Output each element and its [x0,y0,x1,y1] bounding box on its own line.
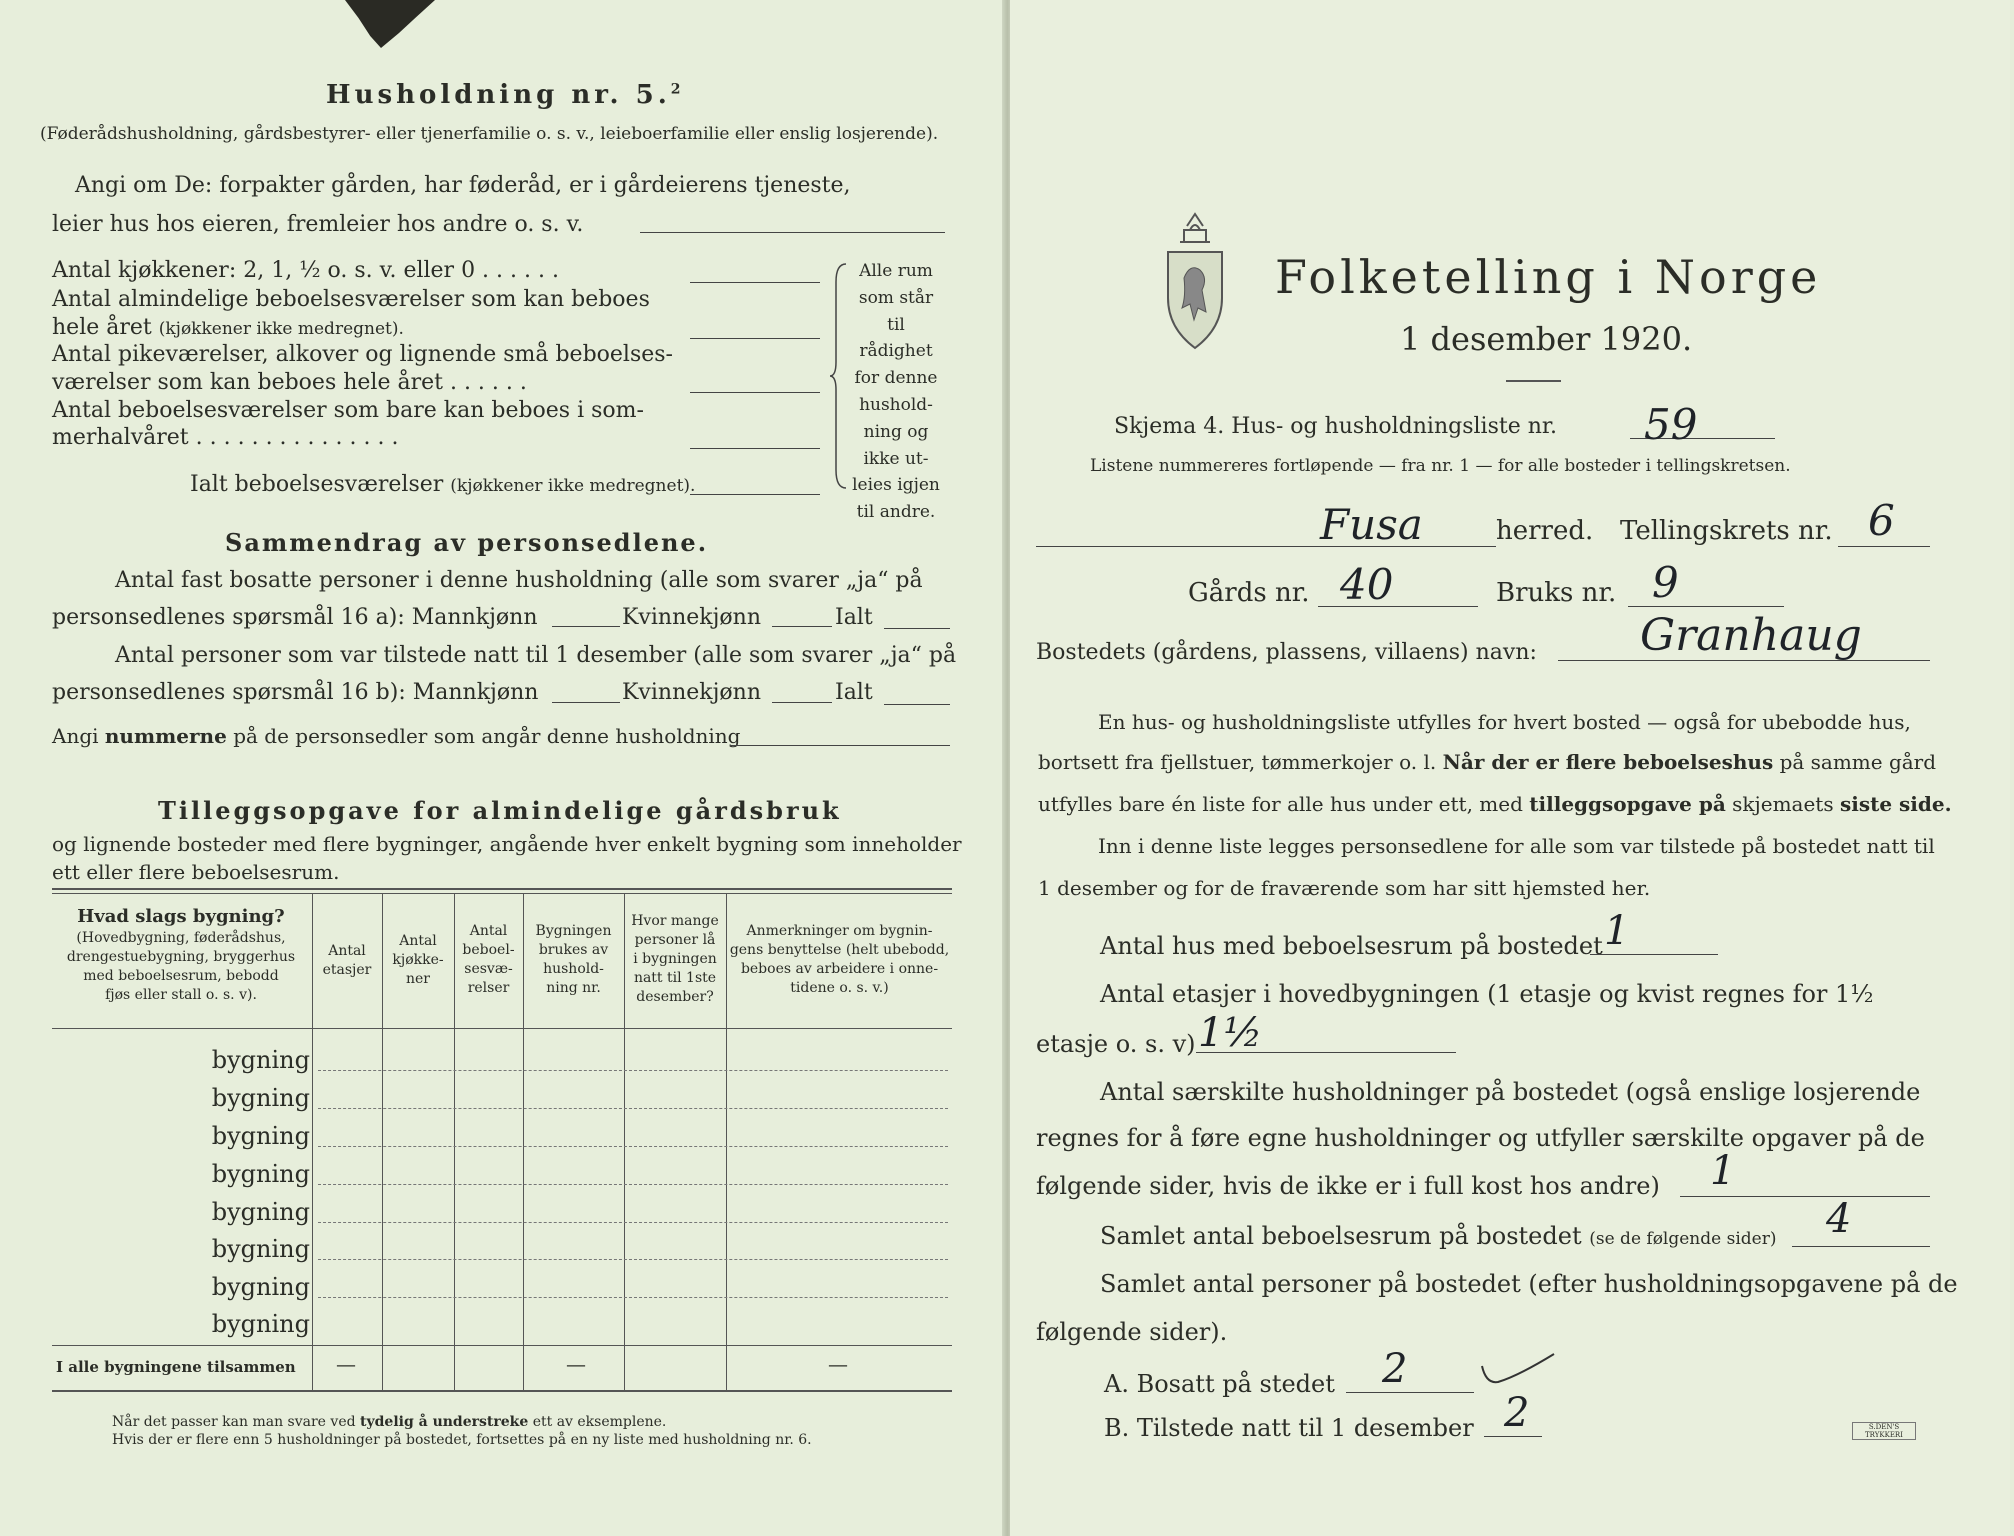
census-title: Folketelling i Norge [1275,250,1822,304]
brace-note: Alle rum som står til rådighet for denne hushold- ning og ikke ut- leies igjen til andre. [852,261,940,523]
summary-p2-line1: Antal personer som var tilstede natt til 1 desember (alle som svarer „ja“ på [115,643,957,668]
persons-label-1: Samlet antal personer på bostedet (efter husholdningsopgavene på de [1100,1270,1958,1298]
angi-line2: leier hus hos eieren, fremleier hos andre o. s. v. [52,212,584,237]
krets-line[interactable] [1838,546,1930,547]
instruction-5: 1 desember og for de fraværende som har sitt hjemsted her. [1038,876,1651,900]
summary-p1-line2: personsedlenes spørsmål 16 a): Mannkjønn [52,605,538,630]
maid-rooms-answer[interactable] [690,392,820,393]
present-label: B. Tilstede natt til 1 desember [1104,1414,1474,1442]
col-header-type: Hvad slags bygning? (Hovedbygning, føderådshus, drengestuebygning, bryggerhus med beboelsesrum, bebodd fjøs eller stall o. s. v). [66,906,296,1003]
maid-rooms-label: Antal pikeværelser, alkover og lignende små beboelses- [52,342,673,367]
total-used-dash: — [566,1352,586,1376]
p2-female-label: Kvinnekjønn [622,680,761,705]
col-header-rooms: Antal beboel- sesvæ- relser [462,923,515,996]
herred-value[interactable]: Fusa [1320,500,1423,549]
ordinary-rooms-label: Antal almindelige beboelsesværelser som kan beboes [52,287,650,312]
p1-total-answer[interactable] [884,628,950,629]
summer-rooms-label-2: merhalvåret . . . . . . . . . . . . . . . [52,425,399,450]
table-row[interactable]: bygning [211,1198,310,1226]
schema-note: Listene nummereres fortløpende — fra nr. 1 — for alle bosteder i tellingskretsen. [1090,456,1791,476]
printer-stamp: S.DEN'S TRYKKERI [1852,1422,1916,1440]
summer-rooms-answer[interactable] [690,448,820,449]
numbers-answer[interactable] [730,745,950,746]
summary-p2-line2: personsedlenes spørsmål 16 b): Mannkjønn [52,680,539,705]
herred-label: herred. [1496,516,1594,546]
household-title: Husholdning nr. 5.$^2$ [326,80,685,110]
table-row[interactable]: bygning [211,1235,310,1263]
p2-female-answer[interactable] [772,702,832,703]
left-page [0,0,1004,1536]
rooms-total-line[interactable] [1792,1246,1930,1247]
footnote-2: Hvis der er flere enn 5 husholdninger på bostedet, fortsettes på en ny liste med husholdning nr. 6. [112,1432,812,1448]
bosted-value[interactable]: Granhaug [1640,610,1862,661]
instruction-2: bortsett fra fjellstuer, tømmerkojer o. l. Når der er flere beboelseshus på samme gård [1038,750,1937,774]
supplement-heading: Tilleggsopgave for almindelige gårdsbruk [158,796,842,825]
houses-value[interactable]: 1 [1604,908,1630,954]
floors-label-1: Antal etasjer i hovedbygningen (1 etasje og kvist regnes for 1½ [1100,980,1874,1008]
households-label-2: regnes for å føre egne husholdninger og utfyller særskilte opgaver på de [1036,1124,1925,1152]
table-row[interactable]: bygning [211,1122,310,1150]
col-header-floors: Antal etasjer [322,943,372,978]
bosted-label: Bostedets (gårdens, plassens, villaens) navn: [1036,640,1537,665]
p1-male-answer[interactable] [552,626,620,627]
total-floors-dash: — [336,1352,356,1376]
krets-value[interactable]: 6 [1868,496,1895,545]
col-header-kitchens: Antal kjøkke- ner [392,933,444,987]
p1-female-answer[interactable] [772,626,832,627]
resident-line[interactable] [1346,1392,1474,1393]
col-header-used-by: Bygningen brukes av hushold- ning nr. [535,923,612,996]
table-row[interactable]: bygning [211,1273,310,1301]
checkmark-icon [1478,1350,1558,1390]
present-line[interactable] [1484,1436,1542,1437]
title-divider [1506,380,1561,382]
total-row-label: I alle bygningene tilsammen [56,1358,296,1376]
instruction-4: Inn i denne liste legges personsedlene for alle som var tilstede på bostedet natt til [1098,834,1935,858]
instruction-1: En hus- og husholdningsliste utfylles for hvert bosted — også for ubebodde hus, [1098,710,1911,734]
col-header-remarks: Anmerkninger om bygnin- gens benyttelse (helt ubebodd, beboes av arbeidere i onne- tidene o. s. v.) [729,923,950,996]
total-rooms-label: Ialt beboelsesværelser (kjøkkener ikke medregnet). [190,472,696,497]
angi-answer-line[interactable] [640,232,945,233]
total-rooms-answer[interactable] [690,494,820,495]
table-row[interactable]: bygning [211,1084,310,1112]
schema-label: Skjema 4. Hus- og husholdningsliste nr. [1114,414,1557,439]
gards-label: Gårds nr. [1188,578,1310,608]
ordinary-rooms-label-2: hele året (kjøkkener ikke medregnet). [52,315,404,340]
houses-line[interactable] [1590,954,1718,955]
maid-rooms-label-2: værelser som kan beboes hele året . . . . . . [52,370,527,395]
rooms-total-label: Samlet antal beboelsesrum på bostedet (se de følgende sider) [1100,1222,1777,1250]
household-subtitle: (Føderådshusholdning, gårdsbestyrer- eller tjenerfamilie o. s. v., leieboerfamilie eller enslig losjerende). [40,124,939,144]
instruction-3: utfylles bare én liste for alle hus under ett, med tilleggsopgave på skjemaets siste side. [1038,792,1952,816]
resident-label: A. Bosatt på stedet [1104,1370,1335,1398]
total-remarks-dash: — [828,1352,848,1376]
households-label-1: Antal særskilte husholdninger på bostedet (også enslige losjerende [1100,1078,1921,1106]
houses-label: Antal hus med beboelsesrum på bostedet [1100,932,1603,960]
bruks-value[interactable]: 9 [1652,558,1679,607]
floors-value[interactable]: 1½ [1198,1010,1263,1056]
ordinary-rooms-answer[interactable] [690,338,820,339]
floors-label-2: etasje o. s. v) [1036,1030,1196,1058]
footnote-1: Når det passer kan man svare ved tydelig å understreke ett av eksemplene. [112,1414,667,1430]
summary-heading: Sammendrag av personsedlene. [225,528,709,557]
schema-number[interactable]: 59 [1644,400,1698,449]
p1-female-label: Kvinnekjønn [622,605,761,630]
col-header-persons: Hvor mange personer lå i bygningen natt til 1ste desember? [631,913,719,1005]
households-line[interactable] [1680,1196,1930,1197]
census-date: 1 desember 1920. [1400,320,1693,358]
p2-total-answer[interactable] [884,704,950,705]
herred-line[interactable] [1036,546,1496,547]
table-row[interactable]: bygning [211,1046,310,1074]
supplement-text2: ett eller flere beboelsesrum. [52,860,340,884]
table-row[interactable]: bygning [211,1310,310,1338]
p1-total-label: Ialt [835,605,873,630]
table-row[interactable]: bygning [211,1160,310,1188]
households-label-3: følgende sider, hvis de ikke er i full kost hos andre) [1036,1172,1660,1200]
kitchens-answer[interactable] [690,282,820,283]
present-value[interactable]: 2 [1504,1390,1530,1436]
brace-icon [828,262,852,490]
angi-line1: Angi om De: forpakter gården, har føderåd, er i gårdeierens tjeneste, [75,173,851,198]
coat-of-arms-icon [1160,208,1230,358]
resident-value[interactable]: 2 [1382,1346,1408,1392]
kitchens-label: Antal kjøkkener: 2, 1, ½ o. s. v. eller 0 . . . . . . [52,258,559,283]
summary-p1-line1: Antal fast bosatte personer i denne husholdning (alle som svarer „ja“ på [115,568,923,593]
households-value[interactable]: 1 [1710,1148,1736,1194]
persons-label-2: følgende sider). [1036,1318,1228,1346]
p2-male-answer[interactable] [552,702,620,703]
rooms-total-value[interactable]: 4 [1826,1196,1852,1242]
bruks-label: Bruks nr. [1496,578,1617,608]
gards-value[interactable]: 40 [1340,560,1394,609]
supplement-text1: og lignende bosteder med flere bygninger, angående hver enkelt bygning som inneholder [52,832,962,856]
numbers-instruction: Angi nummerne på de personsedler som angår denne husholdning [52,724,741,748]
krets-label: Tellingskrets nr. [1620,516,1833,546]
p2-total-label: Ialt [835,680,873,705]
summer-rooms-label: Antal beboelsesværelser som bare kan beboes i som- [52,398,644,423]
